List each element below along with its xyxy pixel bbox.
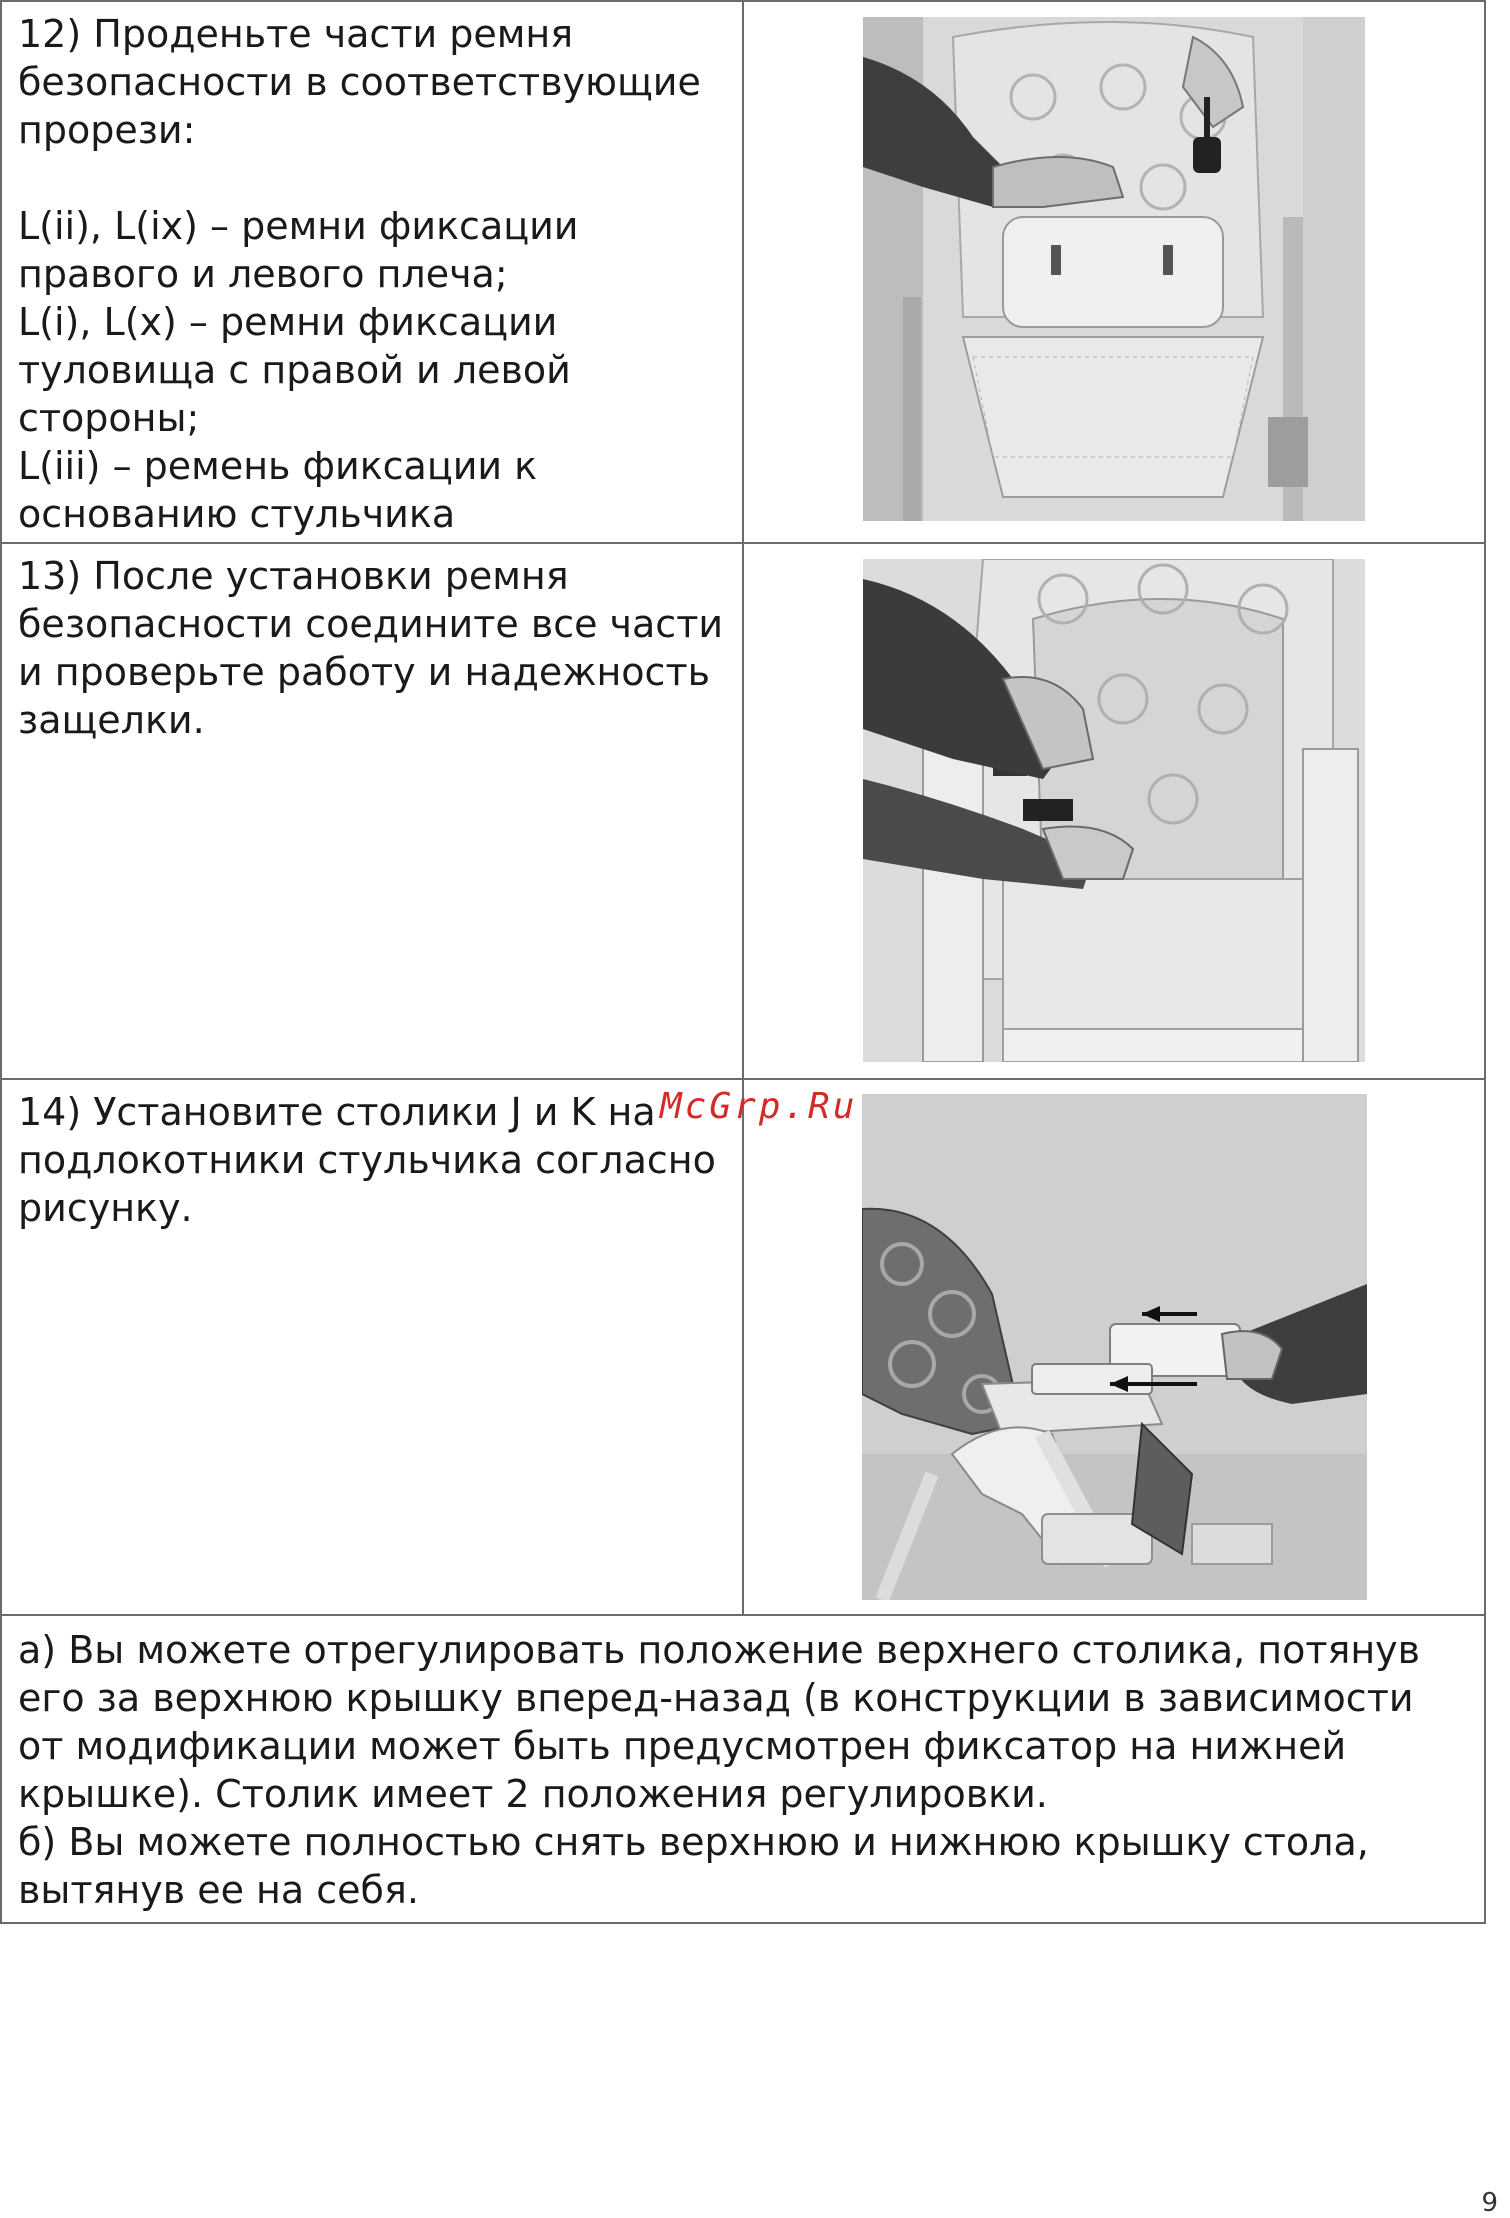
tray-installation-photo bbox=[862, 1094, 1367, 1600]
watermark-text: McGrp.Ru bbox=[660, 1086, 858, 1127]
step-12-crotch-strap: L(iii) – ремень фиксации к основанию стульчика bbox=[18, 444, 538, 536]
note-b: б) Вы можете полностью снять верхнюю и нижнюю крышку стола, вытянув ее на себя. bbox=[18, 1820, 1369, 1912]
step-13-title: 13) После установки ремня безопасности соедините все части и проверьте работу и надежность защелки. bbox=[18, 554, 724, 742]
step-12-text-cell bbox=[1, 1, 743, 543]
step-14-title: 14) Установите столики J и K на подлокотники стульчика согласно рисунку. bbox=[18, 1090, 716, 1230]
step-12-waist-straps: L(i), L(x) – ремни фиксации туловища с правой и левой стороны; bbox=[18, 300, 571, 440]
step-14-row bbox=[1, 1079, 1485, 1615]
step-12-title: 12) Проденьте части ремня безопасности в соответствующие прорези: bbox=[18, 12, 701, 152]
page-number: 9 bbox=[1481, 2188, 1498, 2218]
notes-row bbox=[1, 1615, 1485, 1923]
step-12-shoulder-straps: L(ii), L(ix) – ремни фиксации правого и левого плеча; bbox=[18, 204, 579, 296]
threading-harness-photo bbox=[863, 17, 1365, 521]
step-12-image-cell bbox=[743, 1, 1485, 543]
step-13-image-cell bbox=[743, 543, 1485, 1079]
step-12-row bbox=[1, 1, 1485, 543]
step-13-row bbox=[1, 543, 1485, 1079]
buckle-fastening-photo bbox=[863, 559, 1365, 1062]
note-a: а) Вы можете отрегулировать положение верхнего столика, потянув его за верхнюю крышку вперед-назад (в конструкции в зависимости от модификации может быть предусмотрен фиксатор на нижней крышке). Столик имеет 2 положения регулировки. bbox=[18, 1628, 1421, 1816]
step-13-text-cell bbox=[1, 543, 743, 1079]
step-14-image-cell bbox=[743, 1079, 1485, 1615]
notes-cell bbox=[1, 1615, 1485, 1923]
step-14-text-cell bbox=[1, 1079, 743, 1615]
